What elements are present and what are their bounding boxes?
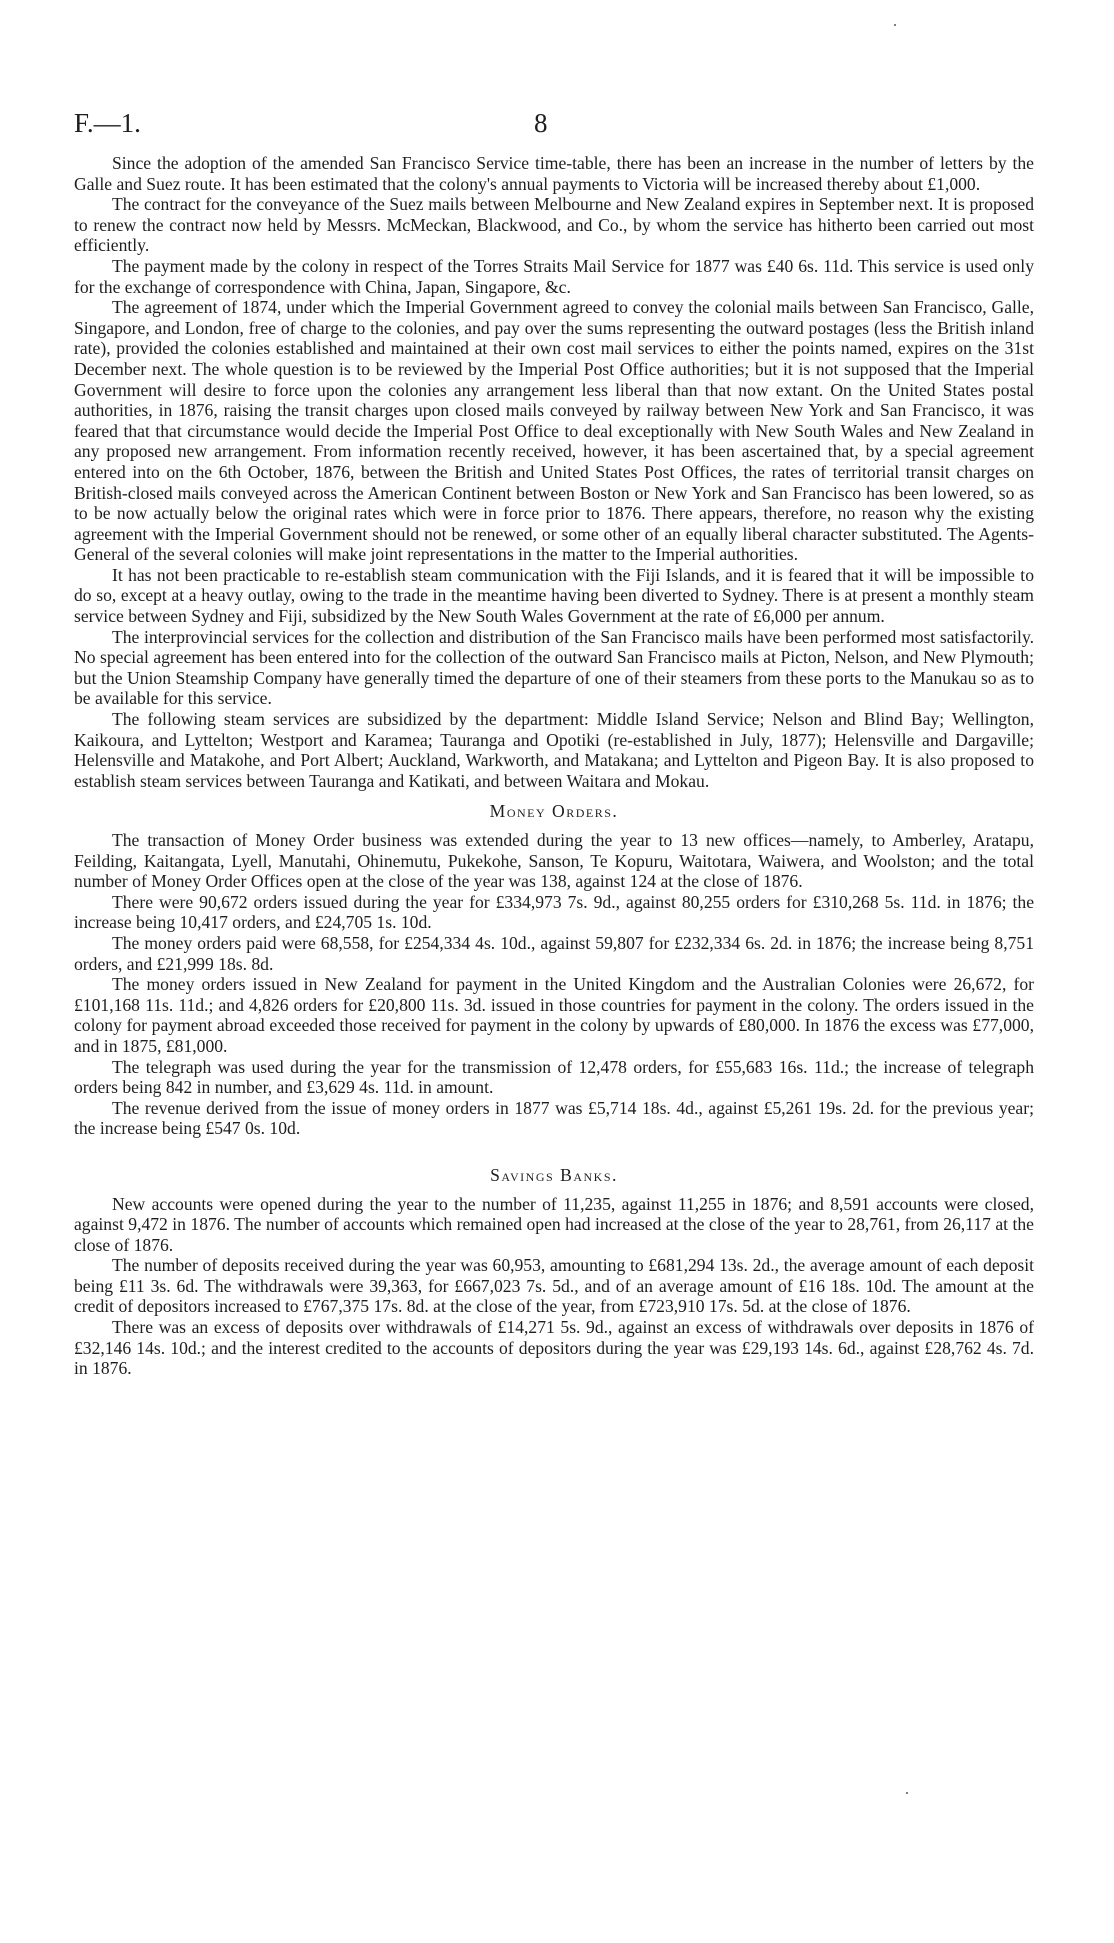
paragraph-torres-straits: The payment made by the colony in respect of the Torres Straits Mail Service for 1877 was £40 6s. 11d. This service is used only for the exchange of correspondence with China, Japan, Singapore, &c. [74, 255, 1034, 297]
paragraph-savings-deposits: The number of deposits received during the year was 60,953, amounting to £681,294 13s. 2d., the average amount of each deposit being £11 3s. 6d. The withdrawals were 39,363, for £667,023 7s. 5d., and of an average amount of £16 18s. 10d. The amount at the credit of depositors increased to £767,375 17s. 8d. at the close of the year, from £723,910 17s. 5d. at the close of 1876. [74, 1255, 1034, 1317]
paragraph-suez-route-increase: Since the adoption of the amended San Francisco Service time-table, there has been an increase in the number of letters by the Galle and Suez route. It has been estimated that the colony's annual payments to Victoria will be increased thereby about £1,000. [74, 153, 1034, 194]
paragraph-money-order-offices: The transaction of Money Order business was extended during the year to 13 new offices—namely, to Amberley, Aratapu, Feilding, Kaitangata, Lyell, Manutahi, Ohinemutu, Pukekohe, Sanson, Te Kopuru, Waitotara, Waiwera, and Woolston; and the total number of Money Order Offices open at the close of the year was 138, against 124 at the close of 1876. [74, 830, 1034, 892]
page-speck-bottom [906, 1792, 908, 1794]
paragraph-orders-paid: The money orders paid were 68,558, for £254,334 4s. 10d., against 59,807 for £232,334 6s. 2d. in 1876; the increase being 8,751 orders, and £21,999 18s. 8d. [74, 932, 1034, 974]
paragraph-orders-issued: There were 90,672 orders issued during the year for £334,973 7s. 9d., against 80,255 orders for £310,268 5s. 11d. in 1876; the increase being 10,417 orders, and £24,705 1s. 10d. [74, 891, 1034, 933]
paragraph-money-order-revenue: The revenue derived from the issue of money orders in 1877 was £5,714 18s. 4d., against £5,261 19s. 2d. for the previous year; the increase being £547 0s. 10d. [74, 1097, 1034, 1139]
page-header [74, 108, 1034, 148]
paragraph-subsidized-steam-services: The following steam services are subsidized by the department: Middle Island Service; Nelson and Blind Bay; Wellington, Kaikoura, and Lyttelton; Westport and Karamea; Tauranga and Opotiki (re-established in July, 1877); Helensville and Dargaville; Helensville and Matakohe, and Port Albert; Auckland, Warkworth, and Matakana; and Lyttelton and Pigeon Bay. It is also proposed to establish steam services between Tauranga and Katikati, and between Waitara and Mokau. [74, 709, 1034, 791]
paragraph-savings-excess-interest: There was an excess of deposits over withdrawals of £14,271 5s. 9d., against an excess of withdrawals over deposits in 1876 of £32,146 14s. 10d.; and the interest credited to the accounts of depositors during the year was £29,193 14s. 6d., against £28,762 4s. 7d. in 1876. [74, 1317, 1034, 1379]
paragraph-interprovincial-services: The interprovincial services for the collection and distribution of the San Francisco mails have been performed most satisfactorily. No special agreement has been entered into for the collection of the outward San Francisco mails at Picton, Nelson, and New Plymouth; but the Union Steamship Company have generally timed the departure of one of their steamers from these ports to the Manukau so as to be available for this service. [74, 626, 1034, 709]
paragraph-international-orders: The money orders issued in New Zealand for payment in the United Kingdom and the Australian Colonies were 26,672, for £101,168 11s. 11d.; and 4,826 orders for £20,800 11s. 3d. issued in those countries for payment in the colony. The orders issued in the colony for payment abroad exceeded those received for payment in the colony by upwards of £80,000. In 1876 the excess was £77,000, and in 1875, £81,000. [74, 974, 1034, 1056]
paragraph-fiji-service: It has not been practicable to re-establish steam communication with the Fiji Islands, and it is feared that it will be impossible to do so, except at a heavy outlay, owing to the trade in the meantime having been diverted to Sydney. There is at present a monthly steam service between Sydney and Fiji, subsidized by the New South Wales Government at the rate of £6,000 per annum. [74, 564, 1034, 627]
page-number: 8 [534, 108, 548, 138]
section-heading-savings-banks: Savings Banks. [490, 1164, 618, 1185]
page-speck-top [894, 24, 896, 26]
paragraph-telegraph-orders: The telegraph was used during the year for the transmission of 12,478 orders, for £55,683 16s. 11d.; the increase of telegraph orders being 842 in number, and £3,629 4s. 11d. in amount. [74, 1056, 1034, 1098]
paragraph-savings-accounts: New accounts were opened during the year to the number of 11,235, against 11,255 in 1876; and 8,591 accounts were closed, against 9,472 in 1876. The number of accounts which remained open had increased at the close of the year to 28,761, from 26,117 at the close of 1876. [74, 1193, 1034, 1255]
document-reference: F.—1. [74, 108, 141, 138]
paragraph-suez-contract: The contract for the conveyance of the Suez mails between Melbourne and New Zealand expires in September next. It is proposed to renew the contract now held by Messrs. McMeckan, Blackwood, and Co., by whom the service has hitherto been carried out most efficiently. [74, 194, 1034, 256]
paragraph-imperial-agreement: The agreement of 1874, under which the Imperial Government agreed to convey the colonial mails between San Francisco, Galle, Singapore, and London, free of charge to the colonies, and pay over the sums representing the outward postages (less the British inland rate), provided the colonies established and maintained at their own cost mail services to either the points named, expires on the 31st December next. The whole question is to be reviewed by the Imperial Post Office authorities; but it is not supposed that the Imperial Government will desire to force upon the colonies any arrangement less liberal than that now extant. On the United States postal authorities, in 1876, raising the transit charges upon closed mails conveyed by railway between New York and San Francisco, it was feared that that circumstance would decide the Imperial Post Office to deal exceptionally with New South Wales and New Zealand in any proposed new arrangement. From information recently received, however, it has been ascertained that, by a special agreement entered into on the 6th October, 1876, between the British and United States Post Offices, the rates of territorial transit charges on British-closed mails conveyed across the American Continent between Boston or New York and San Francisco has been lowered, so as to be now actually below the original rates which were in force prior to 1876. There appears, therefore, no reason why the existing agreement with the Imperial Government should not be renewed, or some other of an equally liberal character substituted. The Agents-General of the several colonies will make joint representations in the matter to the Imperial authorities. [74, 297, 1034, 565]
page-body [74, 153, 1034, 1379]
section-heading-money-orders: Money Orders. [489, 801, 619, 822]
